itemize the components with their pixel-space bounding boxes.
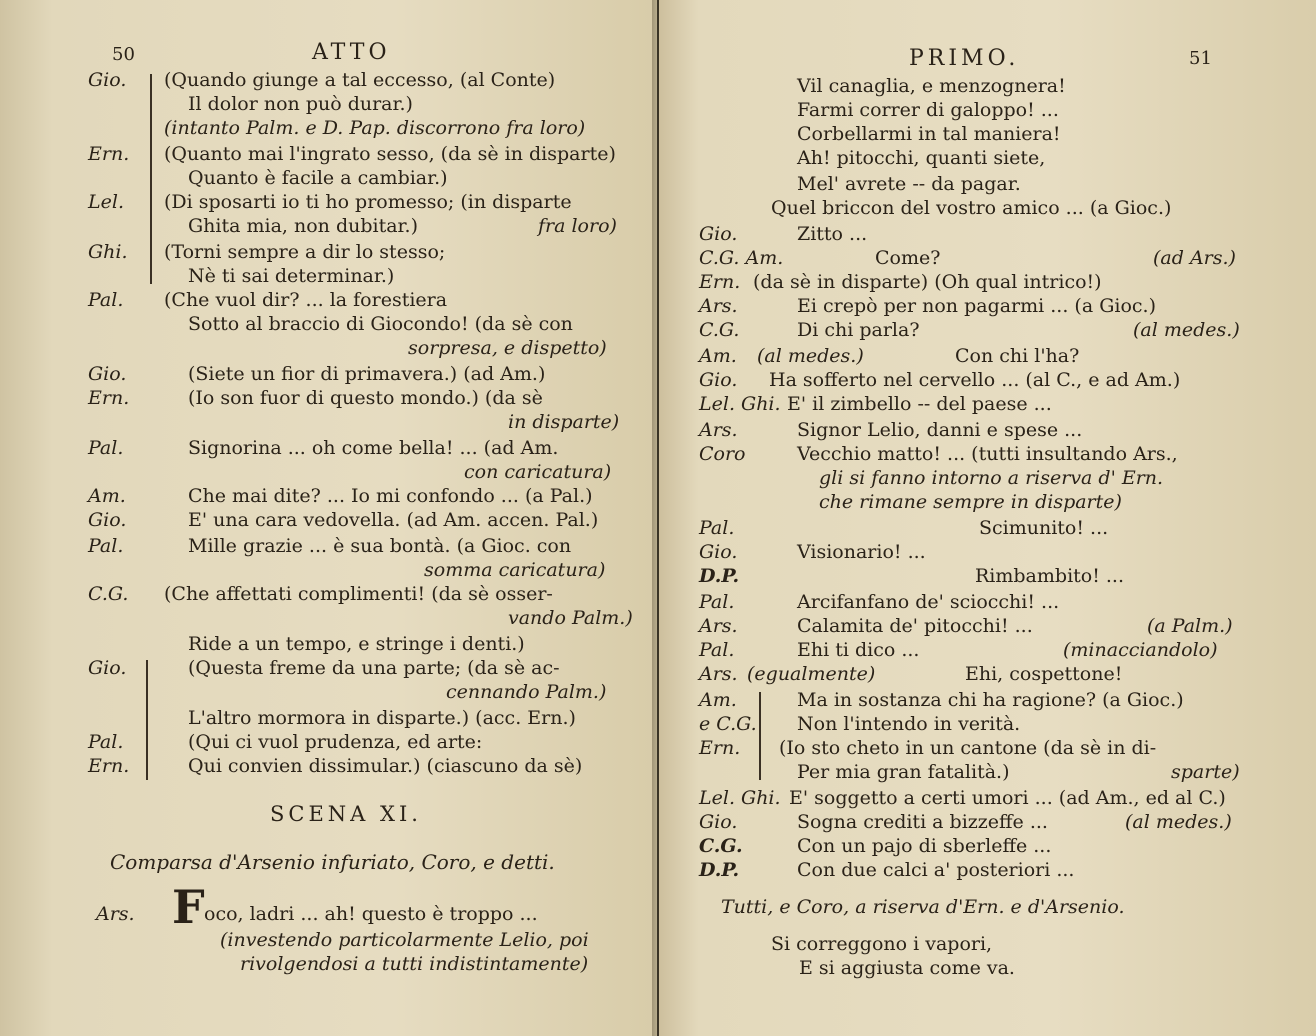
verse-line: Signor Lelio, danni e spese ... bbox=[797, 419, 1083, 441]
verse-line: (da sè in disparte) (Oh qual intrico!) bbox=[753, 271, 1102, 293]
speaker: Gio. bbox=[88, 509, 127, 531]
speaker: Ern. bbox=[88, 143, 130, 165]
speaker: Lel. bbox=[88, 191, 124, 213]
speaker: Gio. bbox=[699, 811, 738, 833]
speaker: Am. bbox=[699, 345, 737, 367]
group-brace bbox=[759, 692, 769, 780]
verse-line: Per mia gran fatalità.) bbox=[797, 761, 1010, 783]
speaker: D.P. bbox=[699, 859, 740, 881]
verse-line: Ei crepò per non pagarmi ... (a Gioc.) bbox=[797, 295, 1156, 317]
speaker: Ghi. bbox=[88, 241, 128, 263]
verse-line: Farmi correr di galoppo! ... bbox=[797, 99, 1059, 121]
verse-line: (Io son fuor di questo mondo.) (da sè bbox=[188, 387, 543, 409]
verse-line: Con due calci a' posteriori ... bbox=[797, 859, 1075, 881]
verse-line: Ghita mia, non dubitar.) bbox=[188, 215, 418, 237]
verse-line: oco, ladri ... ah! questo è troppo ... bbox=[204, 903, 538, 925]
verse-line: Con un pajo di sberleffe ... bbox=[797, 835, 1052, 857]
speaker: C.G. bbox=[699, 319, 740, 341]
verse-line: Ma in sostanza chi ha ragione? (a Gioc.) bbox=[797, 689, 1184, 711]
speaker: Gio. bbox=[699, 223, 738, 245]
stage-direction: sparte) bbox=[1171, 761, 1240, 783]
speaker: Ars. bbox=[699, 419, 738, 441]
verse-line: Zitto ... bbox=[797, 223, 868, 245]
speaker: Coro bbox=[699, 443, 746, 465]
speaker: Ern. bbox=[699, 737, 741, 759]
verse-line: Come? bbox=[875, 247, 941, 269]
stage-direction: (al medes.) bbox=[1125, 811, 1232, 833]
speaker: Ars. bbox=[699, 663, 738, 685]
scene-description: Comparsa d'Arsenio infuriato, Coro, e detti. bbox=[110, 850, 555, 874]
speaker: C.G. Am. bbox=[699, 247, 784, 269]
stage-direction: rivolgendosi a tutti indistintamente) bbox=[240, 953, 589, 975]
verse-line: Ehi, cospettone! bbox=[965, 663, 1123, 685]
speaker: Ern. bbox=[88, 387, 130, 409]
verse-line: Ehi ti dico ... bbox=[797, 639, 920, 661]
stage-direction: (intanto Palm. e D. Pap. discorrono fra loro) bbox=[164, 117, 586, 139]
verse-line: (Che affettati complimenti! (da sè osser- bbox=[164, 583, 553, 605]
verse-line: (Che vuol dir? ... la forestiera bbox=[164, 289, 448, 311]
left-page bbox=[0, 0, 657, 1036]
verse-line: Signorina ... oh come bella! ... (ad Am. bbox=[188, 437, 559, 459]
speaker: Ars. bbox=[96, 903, 135, 925]
verse-line: E' soggetto a certi umori ... (ad Am., ed al C.) bbox=[789, 787, 1226, 809]
verse-line: Si correggono i vapori, bbox=[771, 933, 993, 955]
speaker: Ern. bbox=[699, 271, 741, 293]
stage-direction-tutti: Tutti, e Coro, a riserva d'Ern. e d'Arsenio. bbox=[721, 896, 1125, 918]
verse-line: Ride a un tempo, e stringe i denti.) bbox=[188, 633, 525, 655]
verse-line: (Questa freme da una parte; (da sè ac- bbox=[188, 657, 560, 679]
verse-line: Vil canaglia, e menzognera! bbox=[797, 75, 1066, 97]
stage-direction: in disparte) bbox=[508, 411, 620, 433]
verse-line: Non l'intendo in verità. bbox=[797, 713, 1021, 735]
verse-line: Il dolor non può durar.) bbox=[188, 93, 413, 115]
speaker: Am. bbox=[88, 485, 126, 507]
verse-line: Quanto è facile a cambiar.) bbox=[188, 167, 448, 189]
stage-direction: vando Palm.) bbox=[508, 607, 633, 629]
verse-line: Nè ti sai determinar.) bbox=[188, 265, 395, 287]
stage-direction: con caricatura) bbox=[464, 461, 612, 483]
verse-line: Scimunito! ... bbox=[979, 517, 1109, 539]
speaker: e C.G. bbox=[699, 713, 757, 735]
page-number: 51 bbox=[1189, 48, 1212, 69]
verse-line: E' il zimbello -- del paese ... bbox=[787, 393, 1052, 415]
verse-line: Vecchio matto! ... (tutti insultando Ars., bbox=[797, 443, 1178, 465]
stage-direction: cennando Palm.) bbox=[446, 681, 607, 703]
stage-direction: fra loro) bbox=[538, 215, 617, 237]
speaker: Gio. bbox=[699, 369, 738, 391]
verse-line: L'altro mormora in disparte.) (acc. Ern.) bbox=[188, 707, 576, 729]
speaker: Pal. bbox=[88, 289, 124, 311]
speaker: C.G. bbox=[88, 583, 129, 605]
speaker: D.P. bbox=[699, 565, 740, 587]
right-page bbox=[659, 0, 1316, 1036]
group-brace bbox=[142, 74, 152, 284]
verse-line: (Io sto cheto in un cantone (da sè in di- bbox=[779, 737, 1157, 759]
group-brace bbox=[146, 660, 156, 780]
verse-line: Arcifanfano de' sciocchi! ... bbox=[797, 591, 1060, 613]
verse-line: Sogna crediti a bizzeffe ... bbox=[797, 811, 1048, 833]
stage-direction: (minacciandolo) bbox=[1063, 639, 1218, 661]
speaker: Ars. bbox=[699, 295, 738, 317]
speaker: Pal. bbox=[88, 535, 124, 557]
speaker: Pal. bbox=[699, 517, 735, 539]
verse-line: Corbellarmi in tal maniera! bbox=[797, 123, 1061, 145]
speaker: C.G. bbox=[699, 835, 743, 857]
verse-line: E' una cara vedovella. (ad Am. accen. Pal.) bbox=[188, 509, 599, 531]
running-header: ATTO bbox=[312, 40, 391, 65]
verse-line: Che mai dite? ... Io mi confondo ... (a Pal.) bbox=[188, 485, 593, 507]
speaker: Lel. Ghi. bbox=[699, 787, 781, 809]
stage-direction: (egualmente) bbox=[747, 663, 876, 685]
speaker: Lel. Ghi. bbox=[699, 393, 781, 415]
page-number: 50 bbox=[112, 44, 135, 65]
verse-line: Mille grazie ... è sua bontà. (a Gioc. con bbox=[188, 535, 572, 557]
speaker: Pal. bbox=[88, 437, 124, 459]
verse-line: Sotto al braccio di Giocondo! (da sè con bbox=[188, 313, 573, 335]
verse-line: (Quanto mai l'ingrato sesso, (da sè in disparte) bbox=[164, 143, 616, 165]
speaker: Gio. bbox=[88, 657, 127, 679]
verse-line: E si aggiusta come va. bbox=[799, 957, 1015, 979]
verse-line: (Siete un fior di primavera.) (ad Am.) bbox=[188, 363, 546, 385]
speaker: Gio. bbox=[88, 363, 127, 385]
scene-title: SCENA XI. bbox=[270, 802, 422, 826]
verse-line: (Di sposarti io ti ho promesso; (in disparte bbox=[164, 191, 572, 213]
stage-direction: che rimane sempre in disparte) bbox=[819, 491, 1122, 513]
speaker: Pal. bbox=[88, 731, 124, 753]
stage-direction: somma caricatura) bbox=[424, 559, 606, 581]
verse-line: Visionario! ... bbox=[797, 541, 926, 563]
stage-direction: (al medes.) bbox=[1133, 319, 1240, 341]
verse-line: (Qui ci vuol prudenza, ed arte: bbox=[188, 731, 483, 753]
stage-direction: (ad Ars.) bbox=[1153, 247, 1236, 269]
speaker: Am. bbox=[699, 689, 737, 711]
stage-direction: (al medes.) bbox=[757, 345, 864, 367]
verse-line: Rimbambito! ... bbox=[975, 565, 1125, 587]
verse-line: Di chi parla? bbox=[797, 319, 920, 341]
verse-line: (Torni sempre a dir lo stesso; bbox=[164, 241, 446, 263]
speaker: Ern. bbox=[88, 755, 130, 777]
verse-line: Quel briccon del vostro amico ... (a Gioc.) bbox=[771, 197, 1172, 219]
drop-cap: F bbox=[172, 880, 205, 934]
verse-line: Con chi l'ha? bbox=[955, 345, 1080, 367]
verse-line: Qui convien dissimular.) (ciascuno da sè) bbox=[188, 755, 583, 777]
verse-line: Mel' avrete -- da pagar. bbox=[797, 173, 1021, 195]
speaker: Ars. bbox=[699, 615, 738, 637]
verse-line: (Quando giunge a tal eccesso, (al Conte) bbox=[164, 69, 556, 91]
stage-direction: (a Palm.) bbox=[1147, 615, 1233, 637]
stage-direction: (investendo particolarmente Lelio, poi bbox=[220, 929, 589, 951]
verse-line: Ha sofferto nel cervello ... (al C., e ad Am.) bbox=[769, 369, 1181, 391]
verse-line: Calamita de' pitocchi! ... bbox=[797, 615, 1033, 637]
stage-direction: sorpresa, e dispetto) bbox=[408, 337, 607, 359]
speaker: Gio. bbox=[88, 69, 127, 91]
speaker: Pal. bbox=[699, 639, 735, 661]
running-header: PRIMO. bbox=[909, 46, 1020, 71]
verse-line: Ah! pitocchi, quanti siete, bbox=[797, 147, 1046, 169]
speaker: Pal. bbox=[699, 591, 735, 613]
stage-direction: gli si fanno intorno a riserva d' Ern. bbox=[819, 467, 1164, 489]
speaker: Gio. bbox=[699, 541, 738, 563]
